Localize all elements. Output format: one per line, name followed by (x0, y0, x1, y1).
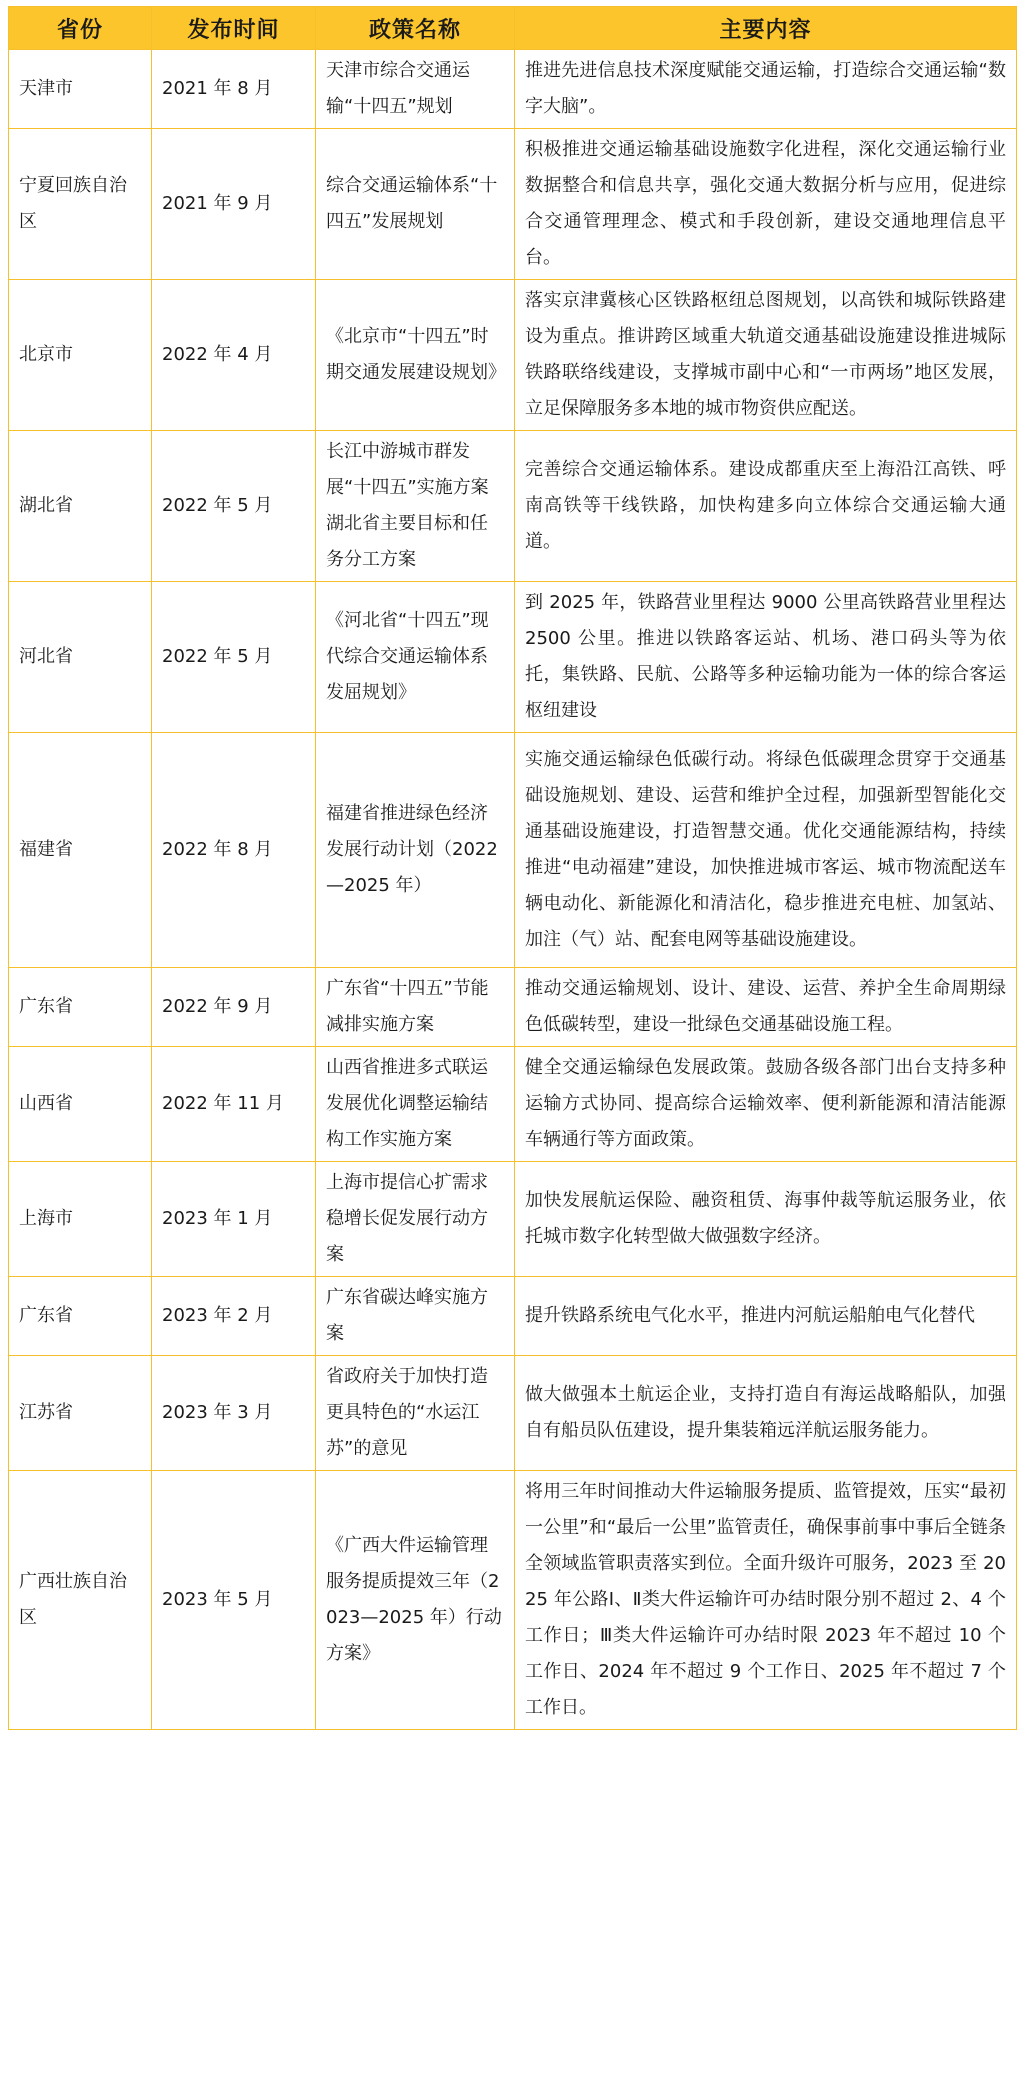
table-row (9, 129, 1017, 280)
table-row (9, 1162, 1017, 1277)
province-cell: 福建省 (9, 733, 152, 968)
policy-name-cell: 长江中游城市群发展“十四五”实施方案湖北省主要目标和任务分工方案 (316, 431, 515, 582)
date-cell: 2023 年 1 月 (152, 1162, 316, 1277)
content-cell: 积极推进交通运输基础设施数字化进程，深化交通运输行业数据整合和信息共享，强化交通大数据分析与应用，促进综合交通管理理念、模式和手段创新，建设交通地理信息平台。 (515, 129, 1017, 280)
content-cell: 到 2025 年，铁路营业里程达 9000 公里高铁路营业里程达 2500 公里。推进以铁路客运站、机场、港口码头等为依托，集铁路、民航、公路等多种运输功能为一体的综合客运枢纽建设 (515, 582, 1017, 733)
header-row (9, 7, 1017, 50)
date-cell: 2023 年 2 月 (152, 1277, 316, 1356)
date-cell: 2022 年 5 月 (152, 582, 316, 733)
province-cell: 宁夏回族自治区 (9, 129, 152, 280)
header-policy: 政策名称 (316, 7, 515, 50)
date-cell: 2022 年 9 月 (152, 968, 316, 1047)
province-cell: 河北省 (9, 582, 152, 733)
header-province: 省份 (9, 7, 152, 50)
date-cell: 2023 年 3 月 (152, 1356, 316, 1471)
policy-name-cell: 福建省推进绿色经济发展行动计划（2022—2025 年） (316, 733, 515, 968)
province-cell: 广东省 (9, 1277, 152, 1356)
policy-name-cell: 广东省碳达峰实施方案 (316, 1277, 515, 1356)
table-header (9, 7, 1017, 50)
policy-name-cell: 广东省“十四五”节能减排实施方案 (316, 968, 515, 1047)
province-cell: 上海市 (9, 1162, 152, 1277)
content-cell: 落实京津冀核心区铁路枢纽总图规划，以高铁和城际铁路建设为重点。推讲跨区域重大轨道交通基础设施建设推进城际铁路联络线建设，支撑城市副中心和“一市两场”地区发展，立足保障服务多本地的城市物资供应配送。 (515, 280, 1017, 431)
content-cell: 提升铁路系统电气化水平，推进内河航运船舶电气化替代 (515, 1277, 1017, 1356)
date-cell: 2022 年 8 月 (152, 733, 316, 968)
date-cell: 2022 年 4 月 (152, 280, 316, 431)
province-cell: 天津市 (9, 50, 152, 129)
table-row (9, 968, 1017, 1047)
content-cell: 完善综合交通运输体系。建设成都重庆至上海沿江高铁、呼南高铁等干线铁路，加快构建多向立体综合交通运输大通道。 (515, 431, 1017, 582)
policy-name-cell: 《广西大件运输管理服务提质提效三年（2023—2025 年）行动方案》 (316, 1471, 515, 1730)
policy-name-cell: 山西省推进多式联运发展优化调整运输结构工作实施方案 (316, 1047, 515, 1162)
province-cell: 江苏省 (9, 1356, 152, 1471)
content-cell: 推进先进信息技术深度赋能交通运输，打造综合交通运输“数字大脑”。 (515, 50, 1017, 129)
content-cell: 健全交通运输绿色发展政策。鼓励各级各部门出台支持多种运输方式协同、提高综合运输效率、便利新能源和清洁能源车辆通行等方面政策。 (515, 1047, 1017, 1162)
date-cell: 2021 年 8 月 (152, 50, 316, 129)
table-row (9, 733, 1017, 968)
policy-name-cell: 《北京市“十四五”时期交通发展建设规划》 (316, 280, 515, 431)
province-cell: 北京市 (9, 280, 152, 431)
policy-table (8, 6, 1017, 1730)
date-cell: 2023 年 5 月 (152, 1471, 316, 1730)
content-cell: 推动交通运输规划、设计、建设、运营、养护全生命周期绿色低碳转型，建设一批绿色交通基础设施工程。 (515, 968, 1017, 1047)
content-cell: 将用三年时间推动大件运输服务提质、监管提效，压实“最初一公里”和“最后一公里”监管责任，确保事前事中事后全链条全领域监管职责落实到位。全面升级许可服务，2023 至 2025 年公路Ⅰ、Ⅱ类大件运输许可办结时限分别不超过 2、4 个工作日；Ⅲ类大件运输许可办结时限 2023 年不超过 10 个工作日、2024 年不超过 9 个工作日、2025 年不超过 7 个工作日。 (515, 1471, 1017, 1730)
policy-name-cell: 天津市综合交通运输“十四五”规划 (316, 50, 515, 129)
table-body (9, 50, 1017, 1730)
province-cell: 湖北省 (9, 431, 152, 582)
policy-name-cell: 《河北省“十四五”现代综合交通运输体系发屈规划》 (316, 582, 515, 733)
content-cell: 实施交通运输绿色低碳行动。将绿色低碳理念贯穿于交通基础设施规划、建设、运营和维护全过程，加强新型智能化交通基础设施建设，打造智慧交通。优化交通能源结构，持续推进“电动福建”建设，加快推进城市客运、城市物流配送车辆电动化、新能源化和清洁化，稳步推进充电桩、加氢站、加注（气）站、配套电网等基础设施建设。 (515, 733, 1017, 968)
table-row (9, 1356, 1017, 1471)
policy-name-cell: 省政府关于加快打造更具特色的“水运江苏”的意见 (316, 1356, 515, 1471)
policy-name-cell: 综合交通运输体系“十四五”发展规划 (316, 129, 515, 280)
date-cell: 2022 年 11 月 (152, 1047, 316, 1162)
province-cell: 广西壮族自治区 (9, 1471, 152, 1730)
table-row (9, 1277, 1017, 1356)
header-date: 发布时间 (152, 7, 316, 50)
header-content: 主要内容 (515, 7, 1017, 50)
policy-name-cell: 上海市提信心扩需求稳增长促发展行动方案 (316, 1162, 515, 1277)
table-row (9, 50, 1017, 129)
date-cell: 2022 年 5 月 (152, 431, 316, 582)
table-row (9, 280, 1017, 431)
date-cell: 2021 年 9 月 (152, 129, 316, 280)
table-row (9, 582, 1017, 733)
content-cell: 加快发展航运保险、融资租赁、海事仲裁等航运服务业，依托城市数字化转型做大做强数字经济。 (515, 1162, 1017, 1277)
province-cell: 广东省 (9, 968, 152, 1047)
table-row (9, 1471, 1017, 1730)
province-cell: 山西省 (9, 1047, 152, 1162)
table-row (9, 1047, 1017, 1162)
content-cell: 做大做强本土航运企业，支持打造自有海运战略船队，加强自有船员队伍建设，提升集装箱远洋航运服务能力。 (515, 1356, 1017, 1471)
table-row (9, 431, 1017, 582)
